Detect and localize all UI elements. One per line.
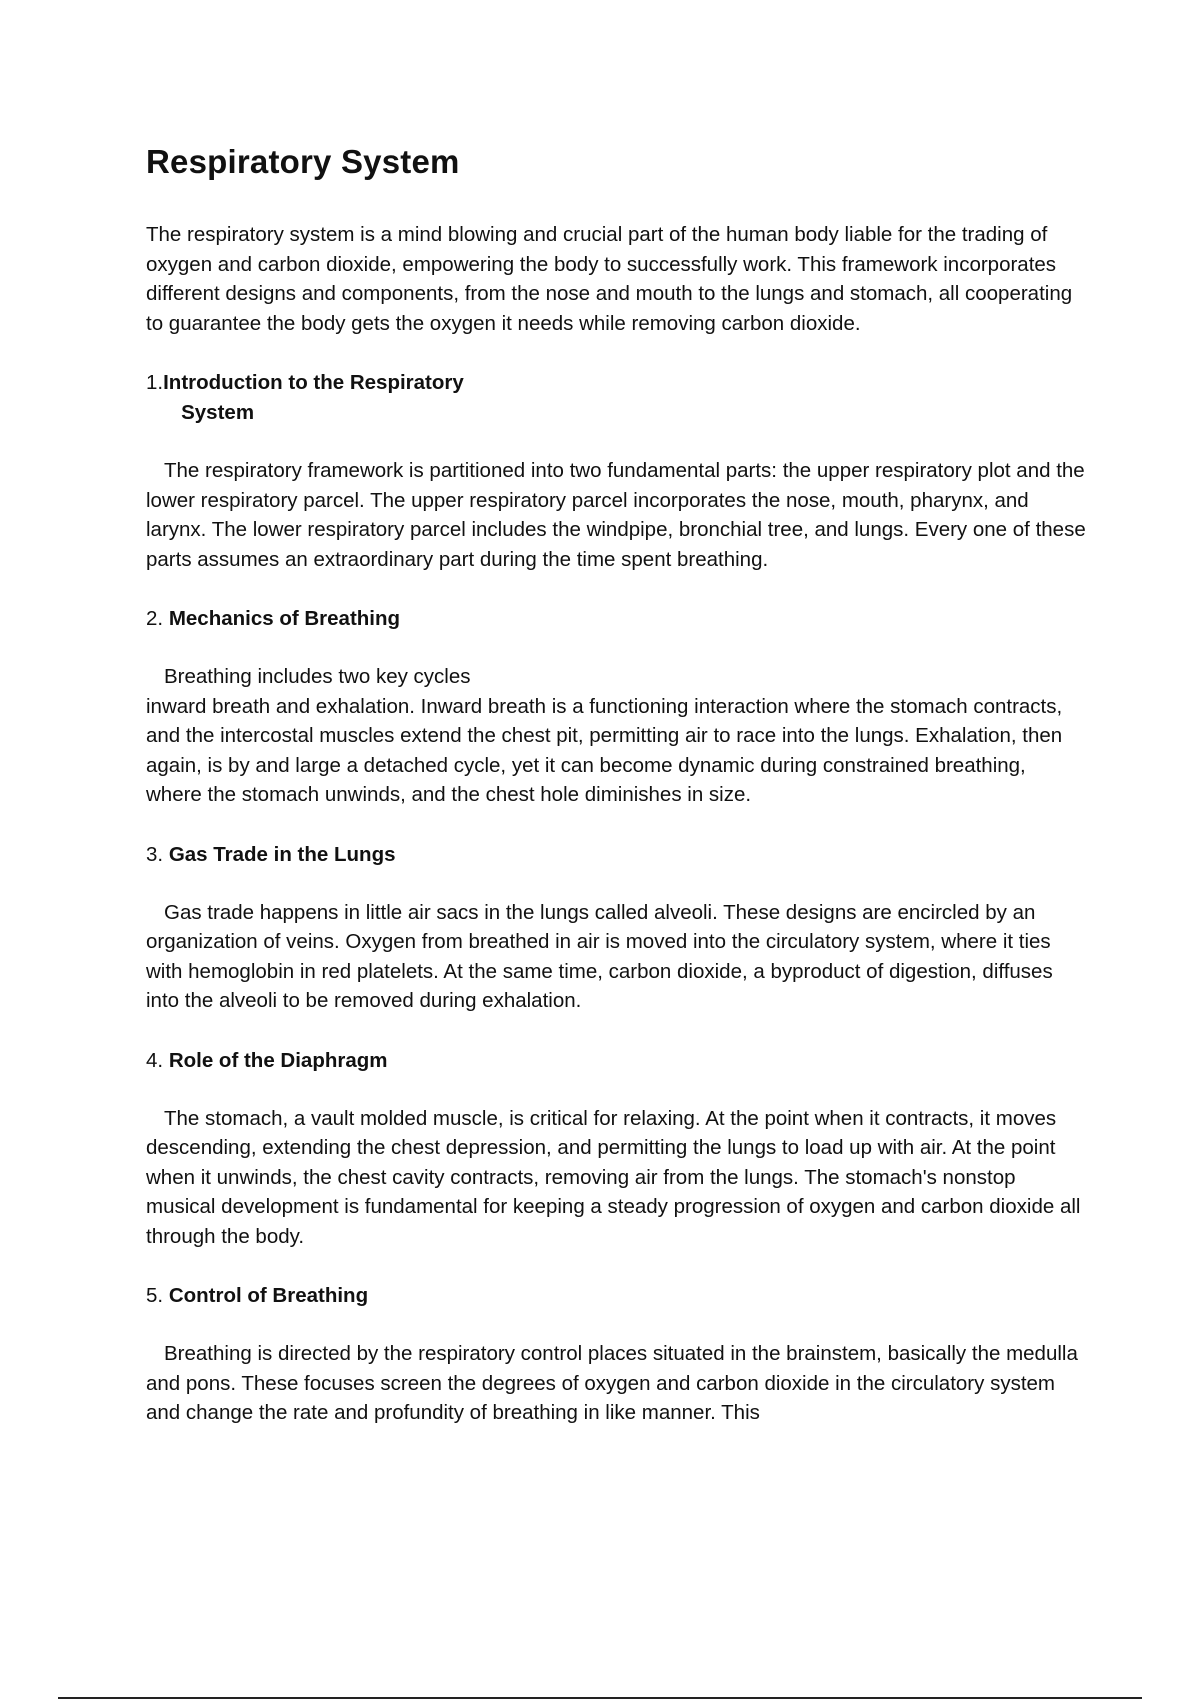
document-page	[146, 142, 1086, 1458]
section-heading-introduction	[146, 368, 1086, 428]
page-divider	[58, 1697, 1142, 1699]
intro-paragraph: The respiratory system is a mind blowing and crucial part of the human body liable for the trading of oxygen and carbon dioxide, empowering the body to successfully work. This framework incorporates different designs and components, from the nose and mouth to the lungs and stomach, all cooperating to guarantee the body gets the oxygen it needs while removing carbon dioxide.	[146, 223, 1073, 335]
section-body-text: inward breath and exhalation. Inward breath is a functioning interaction where the stomach contracts, and the intercostal muscles extend the chest pit, permitting air to race into the lungs. Exhalation, then again, is by and large a detached cycle, yet it can become dynamic during constrained breathing, where the stomach unwinds, and the chest hole diminishes in size.	[146, 694, 1063, 806]
section-title	[163, 368, 503, 428]
section-heading-control	[146, 1281, 1086, 1311]
section-body-diaphragm: The stomach, a vault molded muscle, is critical for relaxing. At the point when it contracts, it moves descending, extending the chest depression, and permitting the lungs to load up with air. At the point when it unwinds, the chest cavity contracts, removing air from the lungs. The stomach's nonstop musical development is fundamental for keeping a steady progression of oxygen and carbon dioxide all through the body.	[146, 1106, 1081, 1248]
section-body-gas-trade: Gas trade happens in little air sacs in the lungs called alveoli. These designs are encircled by an organization of veins. Oxygen from breathed in air is moved into the circulatory system, where it ties with hemoglobin in red platelets. At the same time, carbon dioxide, a byproduct of digestion, diffuses into the alveoli to be removed during exhalation.	[146, 900, 1053, 1012]
section-number: 5.	[146, 1284, 164, 1307]
section-title-line1: Introduction to the Respiratory	[163, 371, 464, 394]
section-number: 3.	[146, 842, 164, 866]
section-body-lead: Breathing includes two key cycles	[164, 665, 471, 688]
section-number: 4.	[146, 1048, 164, 1072]
section-title: Mechanics of Breathing	[168, 607, 401, 630]
section-title: Control of Breathing	[168, 1284, 369, 1307]
section-title-line2: System	[181, 401, 255, 424]
section-body-introduction: The respiratory framework is partitioned into two fundamental parts: the upper respiratory plot and the lower respiratory parcel. The upper respiratory parcel incorporates the nose, mouth, pharynx, and larynx. The lower respiratory parcel includes the windpipe, bronchial tree, and lungs. Every one of these parts assumes an extraordinary part during the time spent breathing.	[146, 459, 1086, 571]
section-number: 2.	[146, 607, 164, 630]
section-number: 1.	[146, 371, 164, 394]
section-heading-gas-trade	[146, 840, 1086, 870]
page-title: Respiratory System	[146, 143, 460, 180]
section-heading-diaphragm	[146, 1046, 1086, 1076]
section-title: Gas Trade in the Lungs	[168, 842, 396, 866]
section-body-control: Breathing is directed by the respiratory control places situated in the brainstem, basically the medulla and pons. These focuses screen the degrees of oxygen and carbon dioxide in the circulatory system and change the rate and profundity of breathing in like manner. This	[146, 1342, 1078, 1424]
section-body-mechanics	[146, 662, 1086, 810]
section-heading-mechanics	[146, 604, 1086, 634]
section-title: Role of the Diaphragm	[168, 1048, 388, 1072]
